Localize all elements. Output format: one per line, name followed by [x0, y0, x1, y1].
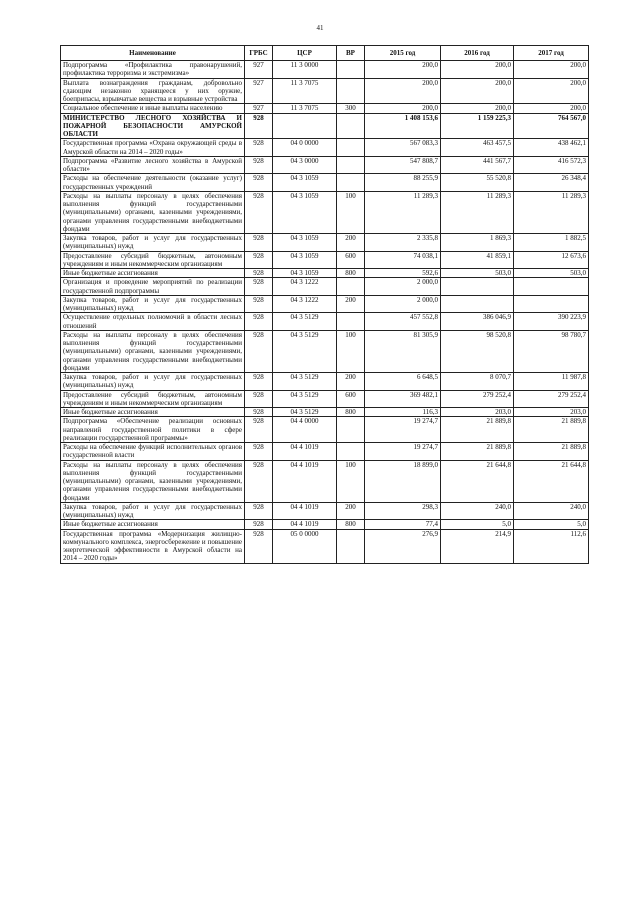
cell-2015: 298,3: [365, 502, 441, 520]
table-row: [61, 191, 589, 233]
cell-2016: 200,0: [441, 104, 514, 113]
cell-csr: 04 4 1019: [273, 520, 337, 529]
table-row: [61, 139, 589, 157]
cell-grbs: 928: [245, 408, 273, 417]
cell-grbs: 928: [245, 139, 273, 157]
cell-vr: [337, 156, 365, 174]
cell-grbs: 928: [245, 269, 273, 278]
cell-name: Расходы на обеспечение деятельности (оказание услуг) государственных учреждений: [61, 174, 245, 192]
cell-name: Государственная программа «Модернизация жилищно-коммунального комплекса, энергосбережение и повышение энергетической эффективности в Амурской области на 2014 – 2020 годы»: [61, 529, 245, 563]
cell-2015: 457 552,8: [365, 313, 441, 331]
cell-vr: 200: [337, 373, 365, 391]
table-row: [61, 78, 589, 104]
cell-name: Иные бюджетные ассигнования: [61, 269, 245, 278]
cell-2017: 438 462,1: [514, 139, 589, 157]
cell-2017: 200,0: [514, 104, 589, 113]
table-row: [61, 61, 589, 79]
cell-2015: 547 808,7: [365, 156, 441, 174]
cell-name: Закупка товаров, работ и услуг для государственных (муниципальных) нужд: [61, 373, 245, 391]
cell-grbs: 928: [245, 443, 273, 461]
cell-2016: 214,9: [441, 529, 514, 563]
cell-2016: 203,0: [441, 408, 514, 417]
cell-2016: [441, 295, 514, 313]
cell-2017: 112,6: [514, 529, 589, 563]
cell-2015: 116,3: [365, 408, 441, 417]
cell-2016: 21 889,8: [441, 443, 514, 461]
cell-name: Социальное обеспечение и иные выплаты населению: [61, 104, 245, 113]
cell-csr: 04 3 1059: [273, 251, 337, 269]
cell-grbs: 928: [245, 330, 273, 372]
cell-2016: 441 567,7: [441, 156, 514, 174]
cell-2017: 416 572,3: [514, 156, 589, 174]
cell-vr: [337, 313, 365, 331]
cell-vr: [337, 278, 365, 296]
cell-vr: 200: [337, 295, 365, 313]
cell-2015: 276,9: [365, 529, 441, 563]
cell-vr: [337, 529, 365, 563]
cell-2017: 21 644,8: [514, 460, 589, 502]
cell-csr: 04 3 5129: [273, 313, 337, 331]
cell-2017: 240,0: [514, 502, 589, 520]
cell-vr: 800: [337, 269, 365, 278]
cell-2015: 11 289,3: [365, 191, 441, 233]
cell-2017: 26 348,4: [514, 174, 589, 192]
cell-vr: 200: [337, 502, 365, 520]
cell-grbs: 927: [245, 61, 273, 79]
cell-name: Закупка товаров, работ и услуг для государственных (муниципальных) нужд: [61, 295, 245, 313]
header-row: [61, 46, 589, 61]
table-row: [61, 390, 589, 408]
cell-name: Подпрограмма «Обеспечение реализации основных направлений государственной политики в сфере реализации государственной программы»: [61, 417, 245, 443]
cell-2017: [514, 278, 589, 296]
cell-2015: 19 274,7: [365, 443, 441, 461]
cell-grbs: 927: [245, 78, 273, 104]
cell-2015: 6 648,5: [365, 373, 441, 391]
cell-grbs: 928: [245, 174, 273, 192]
cell-2017: 5,0: [514, 520, 589, 529]
cell-csr: 04 3 1059: [273, 191, 337, 233]
cell-2016: 8 070,7: [441, 373, 514, 391]
header-csr: ЦСР: [273, 46, 337, 61]
cell-2015: 200,0: [365, 78, 441, 104]
cell-grbs: 928: [245, 529, 273, 563]
cell-2016: 386 046,9: [441, 313, 514, 331]
cell-vr: 300: [337, 104, 365, 113]
cell-grbs: 928: [245, 390, 273, 408]
cell-name: Организация и проведение мероприятий по реализации государственной подпрограммы: [61, 278, 245, 296]
cell-csr: 04 3 1222: [273, 278, 337, 296]
cell-2016: 503,0: [441, 269, 514, 278]
cell-grbs: 928: [245, 278, 273, 296]
cell-2016: 21 889,8: [441, 417, 514, 443]
cell-csr: 05 0 0000: [273, 529, 337, 563]
cell-name: Расходы на выплаты персоналу в целях обеспечения выполнения функций государственными (муниципальными) органами, казенными учреждениями, органами управления государственными внебюджетными фондами: [61, 191, 245, 233]
cell-2017: 1 882,5: [514, 234, 589, 252]
table-row: [61, 529, 589, 563]
table-row: [61, 156, 589, 174]
table-row: [61, 104, 589, 113]
cell-name: МИНИСТЕРСТВО ЛЕСНОГО ХОЗЯЙСТВА И ПОЖАРНОЙ БЕЗОПАСНОСТИ АМУРСКОЙ ОБЛАСТИ: [61, 113, 245, 139]
cell-vr: [337, 443, 365, 461]
cell-grbs: 928: [245, 251, 273, 269]
cell-name: Расходы на обеспечение функций исполнительных органов государственной власти: [61, 443, 245, 461]
cell-csr: 04 3 5129: [273, 390, 337, 408]
cell-2016: 5,0: [441, 520, 514, 529]
header-vr: ВР: [337, 46, 365, 61]
cell-grbs: 928: [245, 502, 273, 520]
cell-vr: 100: [337, 191, 365, 233]
cell-name: Закупка товаров, работ и услуг для государственных (муниципальных) нужд: [61, 502, 245, 520]
cell-vr: 600: [337, 390, 365, 408]
cell-name: Расходы на выплаты персоналу в целях обеспечения выполнения функций государственными (муниципальными) органами, казенными учреждениями, органами управления государственными внебюджетными фондами: [61, 330, 245, 372]
cell-2015: 19 274,7: [365, 417, 441, 443]
cell-2015: 88 255,9: [365, 174, 441, 192]
table-row: [61, 269, 589, 278]
cell-csr: 04 3 5129: [273, 408, 337, 417]
cell-csr: 04 3 1059: [273, 174, 337, 192]
cell-name: Закупка товаров, работ и услуг для государственных (муниципальных) нужд: [61, 234, 245, 252]
cell-vr: [337, 174, 365, 192]
cell-2016: 1 159 225,3: [441, 113, 514, 139]
cell-2016: 41 859,1: [441, 251, 514, 269]
table-row: [61, 330, 589, 372]
cell-2015: 2 000,0: [365, 278, 441, 296]
cell-2016: 463 457,5: [441, 139, 514, 157]
cell-csr: 04 4 1019: [273, 460, 337, 502]
cell-name: Расходы на выплаты персоналу в целях обеспечения выполнения функций государственными (муниципальными) органами, казенными учреждениями, органами управления государственными внебюджетными фондами: [61, 460, 245, 502]
cell-csr: 04 4 1019: [273, 502, 337, 520]
table-row: [61, 113, 589, 139]
cell-2017: 21 889,8: [514, 443, 589, 461]
cell-name: Государственная программа «Охрана окружающей среды в Амурской области на 2014 – 2020 годы»: [61, 139, 245, 157]
header-2017: 2017 год: [514, 46, 589, 61]
cell-name: Подпрограмма «Развитие лесного хозяйства в Амурской области»: [61, 156, 245, 174]
table-row: [61, 251, 589, 269]
cell-2016: 55 520,8: [441, 174, 514, 192]
cell-csr: [273, 113, 337, 139]
cell-2016: 200,0: [441, 78, 514, 104]
cell-csr: 04 3 0000: [273, 156, 337, 174]
cell-2015: 1 408 153,6: [365, 113, 441, 139]
cell-2016: 11 289,3: [441, 191, 514, 233]
cell-csr: 04 4 0000: [273, 417, 337, 443]
cell-2016: 200,0: [441, 61, 514, 79]
table-row: [61, 234, 589, 252]
cell-2017: 279 252,4: [514, 390, 589, 408]
cell-2017: 98 780,7: [514, 330, 589, 372]
cell-grbs: 928: [245, 234, 273, 252]
page-number: 41: [316, 24, 324, 32]
cell-2016: 240,0: [441, 502, 514, 520]
table-row: [61, 295, 589, 313]
cell-vr: 800: [337, 520, 365, 529]
table-row: [61, 460, 589, 502]
cell-grbs: 928: [245, 460, 273, 502]
cell-2016: 98 520,8: [441, 330, 514, 372]
cell-name: Иные бюджетные ассигнования: [61, 408, 245, 417]
table-body: [61, 61, 589, 564]
table-row: [61, 408, 589, 417]
cell-name: Предоставление субсидий бюджетным, автономным учреждениям и иным некоммерческим организациям: [61, 390, 245, 408]
cell-2017: 21 889,8: [514, 417, 589, 443]
cell-name: Осуществление отдельных полномочий в области лесных отношений: [61, 313, 245, 331]
table-row: [61, 520, 589, 529]
cell-vr: 100: [337, 460, 365, 502]
cell-grbs: 928: [245, 156, 273, 174]
cell-vr: [337, 139, 365, 157]
cell-name: Предоставление субсидий бюджетным, автономным учреждениям и иным некоммерческим организациям: [61, 251, 245, 269]
header-name: Наименование: [61, 46, 245, 61]
table-header: [61, 46, 589, 61]
table-row: [61, 417, 589, 443]
cell-2015: 18 899,0: [365, 460, 441, 502]
cell-vr: [337, 417, 365, 443]
cell-grbs: 928: [245, 191, 273, 233]
cell-name: Иные бюджетные ассигнования: [61, 520, 245, 529]
table-row: [61, 443, 589, 461]
cell-2016: [441, 278, 514, 296]
cell-grbs: 928: [245, 113, 273, 139]
cell-2017: 203,0: [514, 408, 589, 417]
cell-2016: 279 252,4: [441, 390, 514, 408]
cell-name: Подпрограмма «Профилактика правонарушений, профилактика терроризма и экстремизма»: [61, 61, 245, 79]
cell-2015: 2 000,0: [365, 295, 441, 313]
header-2015: 2015 год: [365, 46, 441, 61]
cell-csr: 04 3 1059: [273, 269, 337, 278]
cell-2015: 592,6: [365, 269, 441, 278]
cell-vr: 100: [337, 330, 365, 372]
table-row: [61, 278, 589, 296]
cell-2017: 764 567,0: [514, 113, 589, 139]
cell-csr: 04 0 0000: [273, 139, 337, 157]
cell-name: Выплата вознаграждения гражданам, добровольно сдающим незаконно хранящееся у них оружие, боеприпасы, взрывчатые вещества и взрывные устройства: [61, 78, 245, 104]
cell-grbs: 927: [245, 104, 273, 113]
cell-csr: 04 3 1059: [273, 234, 337, 252]
cell-2017: 200,0: [514, 78, 589, 104]
cell-csr: 11 3 7075: [273, 104, 337, 113]
cell-grbs: 928: [245, 295, 273, 313]
cell-2017: 11 987,8: [514, 373, 589, 391]
cell-2017: 200,0: [514, 61, 589, 79]
cell-2017: 12 673,6: [514, 251, 589, 269]
table-row: [61, 502, 589, 520]
cell-2017: [514, 295, 589, 313]
cell-2017: 503,0: [514, 269, 589, 278]
cell-2015: 200,0: [365, 61, 441, 79]
cell-csr: 04 4 1019: [273, 443, 337, 461]
cell-2015: 81 305,9: [365, 330, 441, 372]
cell-2015: 567 083,3: [365, 139, 441, 157]
table-row: [61, 313, 589, 331]
cell-2015: 74 038,1: [365, 251, 441, 269]
cell-2015: 200,0: [365, 104, 441, 113]
table-row: [61, 373, 589, 391]
cell-vr: [337, 78, 365, 104]
cell-csr: 04 3 5129: [273, 330, 337, 372]
cell-vr: 200: [337, 234, 365, 252]
header-grbs: ГРБС: [245, 46, 273, 61]
cell-2016: 21 644,8: [441, 460, 514, 502]
cell-grbs: 928: [245, 373, 273, 391]
cell-vr: 600: [337, 251, 365, 269]
budget-table: [60, 45, 589, 564]
cell-2017: 11 289,3: [514, 191, 589, 233]
cell-csr: 11 3 0000: [273, 61, 337, 79]
cell-csr: 04 3 5129: [273, 373, 337, 391]
cell-2017: 390 223,9: [514, 313, 589, 331]
cell-grbs: 928: [245, 417, 273, 443]
header-2016: 2016 год: [441, 46, 514, 61]
cell-csr: 11 3 7075: [273, 78, 337, 104]
cell-2015: 77,4: [365, 520, 441, 529]
cell-grbs: 928: [245, 313, 273, 331]
cell-2016: 1 869,3: [441, 234, 514, 252]
cell-csr: 04 3 1222: [273, 295, 337, 313]
cell-vr: [337, 113, 365, 139]
cell-grbs: 928: [245, 520, 273, 529]
cell-vr: [337, 61, 365, 79]
table-row: [61, 174, 589, 192]
cell-2015: 2 335,8: [365, 234, 441, 252]
cell-vr: 800: [337, 408, 365, 417]
cell-2015: 369 482,1: [365, 390, 441, 408]
